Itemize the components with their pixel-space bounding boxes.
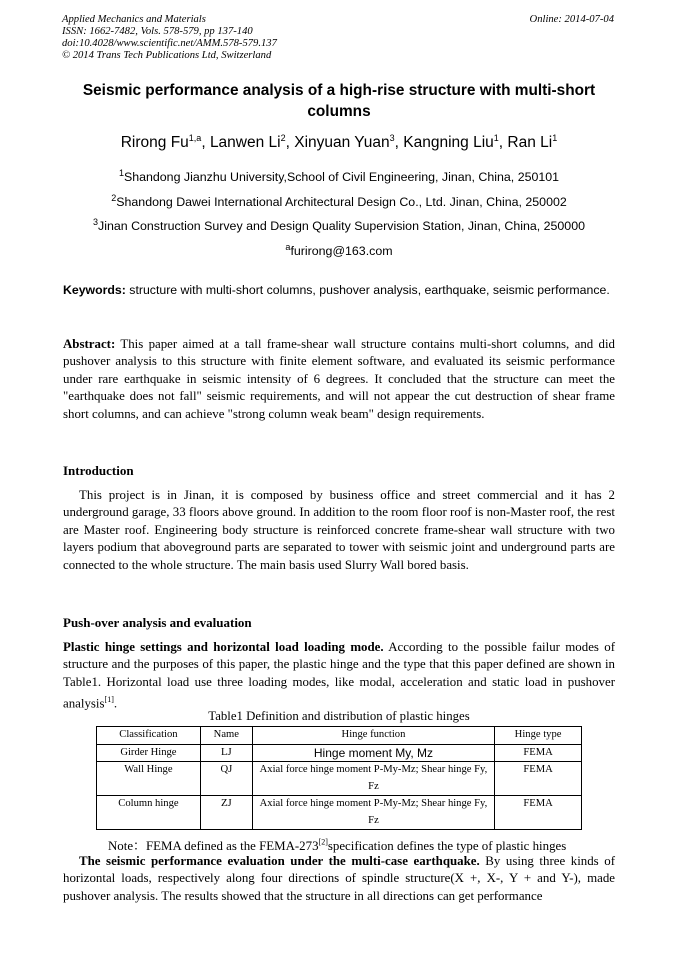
- pushover-paragraph-2: The seismic performance evaluation under the multi-case earthquake. By using three kinds of horizontal loads, respectively along four directions of spindle structure(X +, X-, Y + and Y-), made pushover analysis. The results showed that the structure in all directions can get performance: [63, 854, 615, 903]
- affiliation-2: $^2$Shandong Dawei International Architectural Design Co., Ltd. Jinan, China, 250002: [111, 192, 567, 209]
- table-header-cell: Name: [200, 727, 252, 745]
- author-email[interactable]: $^a$furirong@163.com: [285, 241, 393, 258]
- affiliation-1: $^1$Shandong Jianzhu University,School of Civil Engineering, Jinan, China, 250101: [118, 167, 560, 184]
- table-cell: Wall Hinge: [97, 762, 201, 796]
- table-cell: Girder Hinge: [97, 744, 201, 762]
- abstract-label: Abstract:: [63, 337, 116, 351]
- keywords-text: structure with multi-short columns, pushover analysis, earthquake, seismic performance.: [125, 283, 610, 297]
- author: Kangning Liu$^1$,: [403, 132, 508, 151]
- plastic-hinge-table: [96, 726, 582, 830]
- online-date: Online: 2014-07-04: [529, 14, 614, 25]
- introduction-text: This project is in Jinan, it is composed by business office and street commercial and it has 2 underground garage, 33 floors above ground. In addition to the room floor roof is non-Master roof, the rest are Master roof. Engineering body structure is reinforced concrete frame-shear wall structure with two layers podium that aboveground parts are separated to tower with seismic joint and underground parts are connected to the whole structure. The main basis used Slurry Wall bored basis.: [63, 488, 615, 572]
- table-cell: FEMA: [495, 762, 582, 796]
- issn-line: ISSN: 1662-7482, Vols. 578-579, pp 137-140: [62, 26, 253, 37]
- table-caption: Table1 Definition and distribution of plastic hinges: [208, 709, 470, 723]
- table-cell: QJ: [200, 762, 252, 796]
- table-cell: Column hinge: [97, 796, 201, 830]
- table-cell: LJ: [200, 744, 252, 762]
- author: Lanwen Li$^2$,: [209, 132, 295, 151]
- table-cell: ZJ: [200, 796, 252, 830]
- paragraph-lead: Plastic hinge settings and horizontal load loading mode.: [63, 640, 384, 654]
- table-cell: Hinge moment My, Mz: [252, 744, 494, 762]
- table-header-cell: Classification: [97, 727, 201, 745]
- table-header-row: [97, 727, 582, 745]
- copyright-line: © 2014 Trans Tech Publications Ltd, Switzerland: [62, 50, 272, 61]
- citation-ref[interactable]: [1]: [104, 695, 114, 705]
- pushover-heading: Push-over analysis and evaluation: [63, 615, 252, 630]
- table-cell: Axial force hinge moment P-My-Mz; Shear hinge Fy, Fz: [252, 762, 494, 796]
- keywords: [63, 282, 615, 300]
- paragraph-lead: The seismic performance evaluation under the multi-case earthquake.: [79, 854, 480, 868]
- table-header-cell: Hinge type: [495, 727, 582, 745]
- doi-line[interactable]: doi:10.4028/www.scientific.net/AMM.578-579.137: [62, 38, 277, 49]
- table-row: [97, 744, 582, 762]
- table-cell: FEMA: [495, 796, 582, 830]
- paper-title: Seismic performance analysis of a high-rise structure with multi-short columns: [82, 82, 596, 120]
- author: Rirong Fu$^{1,a}$,: [120, 132, 210, 151]
- abstract-text: This paper aimed at a tall frame-shear wall structure contains multi-short columns, and did pushover analysis to this structure with finite element software, and evaluated its seismic performance under rare earthquake in seismic intensity of 6 degrees. It concluded that the structure can meet the "earthquake does not fall" seismic requirements, and will not appear the cut destruction of shear frame short columns, and can achieve "strong column weak beam" design requirements.: [63, 337, 615, 421]
- journal-name: Applied Mechanics and Materials: [62, 14, 206, 25]
- table-row: [97, 762, 582, 796]
- author: Ran Li$^1$: [507, 132, 558, 151]
- introduction-heading: Introduction: [63, 463, 134, 478]
- pushover-paragraph-1: Plastic hinge settings and horizontal load loading mode. According to the possible failur modes of structure and the purposes of this paper, the plastic hinge and the type that this paper defined are shown in Table1. Horizontal load use three loading modes, like modal, acceleration and static load in pushover analysis[1].: [63, 640, 616, 711]
- keywords-label: Keywords:: [63, 283, 126, 297]
- abstract: [63, 336, 615, 423]
- journal-header: [62, 14, 614, 62]
- author-list: [0, 134, 678, 152]
- table-cell: FEMA: [495, 744, 582, 762]
- table-row: [97, 796, 582, 830]
- table-header-cell: Hinge function: [252, 727, 494, 745]
- affiliation-3: $^3$Jinan Construction Survey and Design Quality Supervision Station, Jinan, China, 250000: [93, 216, 585, 233]
- table-cell: Axial force hinge moment P-My-Mz; Shear hinge Fy, Fz: [252, 796, 494, 830]
- table-note: Note：FEMA defined as the FEMA-273[2]specification defines the type of plastic hinges: [108, 837, 567, 853]
- author: Xinyuan Yuan$^3$,: [294, 132, 404, 151]
- citation-ref[interactable]: [2]: [318, 837, 328, 847]
